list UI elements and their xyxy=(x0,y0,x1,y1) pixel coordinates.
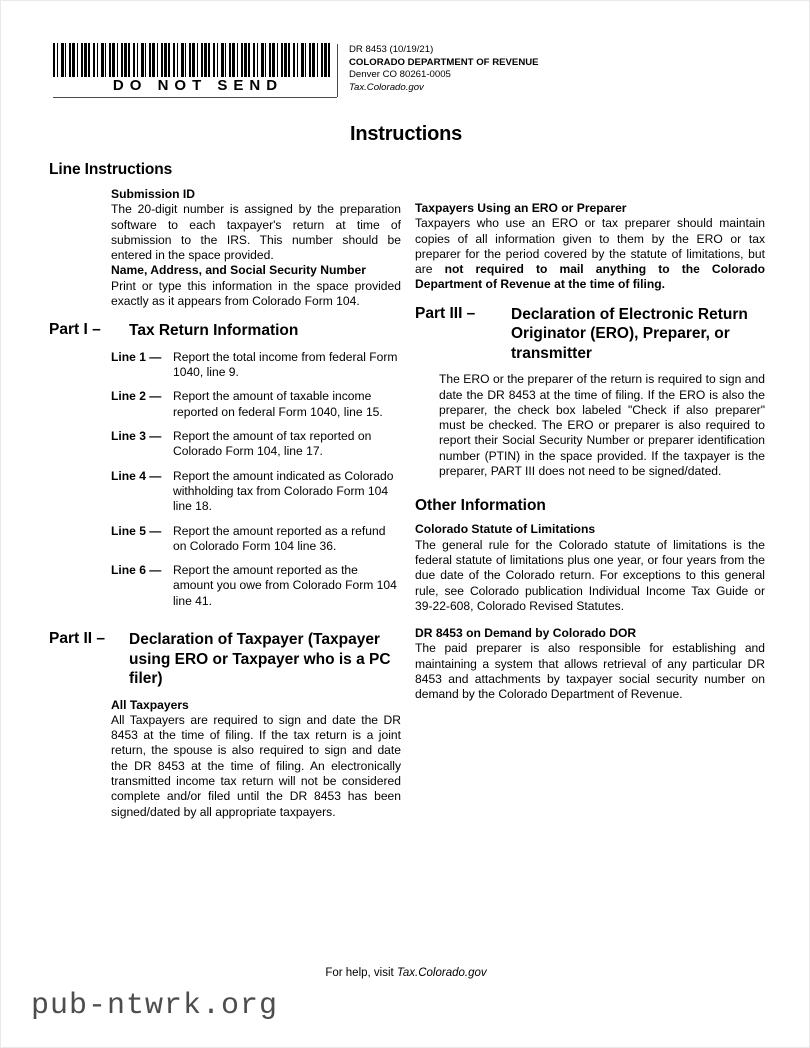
all-taxpayers-block xyxy=(111,698,401,820)
part-iii-heading xyxy=(415,305,765,364)
agency-name: COLORADO DEPARTMENT OF REVENUE xyxy=(349,56,539,68)
header-horizontal-rule xyxy=(53,97,337,98)
footer-help-link[interactable]: Tax.Colorado.gov xyxy=(396,967,487,979)
ero-preparer-body-emphasis: not required to mail anything to the Colorado Department of Revenue at the time of filing. xyxy=(415,262,766,292)
line-5-label: Line 5 — xyxy=(111,523,162,538)
line-2-label: Line 2 — xyxy=(111,389,162,404)
part-i-lines xyxy=(111,350,401,609)
submission-id-block xyxy=(111,187,401,309)
part-i-heading xyxy=(49,321,401,341)
on-demand-body: The paid preparer is also responsible for establishing and maintaining a system that allows retrieval of any particular DR 8453 and attachments by taxpayer social security number on demand by the Colorado Department of Revenue. xyxy=(415,641,765,702)
line-item xyxy=(111,429,401,460)
line-4-text: Report the amount indicated as Colorado withholding tax from Colorado Form 104 line 18. xyxy=(173,468,394,514)
line-1-label: Line 1 — xyxy=(111,349,162,364)
page-footer xyxy=(1,967,810,979)
line-6-text: Report the amount reported as the amount you owe from Colorado Form 104 line 41. xyxy=(173,563,397,608)
barcode-image xyxy=(53,43,333,77)
watermark: pub-ntwrk.org xyxy=(31,989,279,1023)
line-item xyxy=(111,524,401,555)
page-title: Instructions xyxy=(349,123,463,145)
spacer xyxy=(415,614,765,626)
left-column xyxy=(49,161,401,820)
line-1-text: Report the total income from federal Form 1040, line 9. xyxy=(173,349,398,380)
line-item xyxy=(111,350,401,381)
header-vertical-divider xyxy=(337,44,338,97)
footer-help-text: For help, visit xyxy=(325,967,397,979)
other-information-heading: Other Information xyxy=(415,497,546,515)
agency-info-block xyxy=(349,44,579,94)
right-column xyxy=(415,201,765,703)
spacer xyxy=(415,363,765,372)
part-iii-label: Part III – xyxy=(415,304,476,322)
line-5-text: Report the amount reported as a refund on Colorado Form 104 line 36. xyxy=(173,523,386,553)
line-2-text: Report the amount of taxable income reported on federal Form 1040, line 15. xyxy=(173,389,383,419)
part-ii-title: Declaration of Taxpayer (Taxpayer using ERO or Taxpayer who is a PC filer) xyxy=(129,631,391,688)
spacer xyxy=(49,309,401,321)
ero-preparer-block xyxy=(415,201,765,293)
line-4-label: Line 4 — xyxy=(111,468,162,483)
all-taxpayers-heading: All Taxpayers xyxy=(111,697,189,712)
submission-id-heading: Submission ID xyxy=(111,187,195,201)
line-instructions-heading: Line Instructions xyxy=(49,161,173,178)
on-demand-heading: DR 8453 on Demand by Colorado DOR xyxy=(415,626,637,641)
line-item xyxy=(111,563,401,609)
name-address-ssn-body: Print or type this information in the space provided exactly as it appears from Colorado Form 104. xyxy=(111,278,401,309)
form-number: DR 8453 (10/19/21) xyxy=(349,44,434,55)
line-item xyxy=(111,389,401,420)
line-6-label: Line 6 — xyxy=(111,563,162,578)
ero-preparer-body-text: Taxpayers who use an ERO or tax preparer should maintain copies of all information given to them by the ERO or tax preparer for the period covered by the statute of limitations, but are xyxy=(415,216,765,277)
part-iii-body-block xyxy=(439,372,765,479)
ero-preparer-body xyxy=(415,216,765,292)
statute-body: The general rule for the Colorado statute of limitations is the federal statute of limitations plus one year, or four years from the due date of the Colorado return. For exceptions to this general rule, see Colorado publication Individual Income Tax Guide or 39-22-608, Colorado Revised Statutes. xyxy=(415,537,765,613)
spacer xyxy=(415,293,765,305)
part-iii-title: Declaration of Electronic Return Originator (ERO), Preparer, or transmitter xyxy=(511,305,748,362)
part-i-title: Tax Return Information xyxy=(129,322,299,340)
statute-heading: Colorado Statute of Limitations xyxy=(415,522,596,537)
statute-of-limitations-block xyxy=(415,522,765,614)
on-demand-block xyxy=(415,626,765,702)
part-ii-heading xyxy=(49,630,401,689)
name-address-ssn-heading: Name, Address, and Social Security Number xyxy=(111,263,366,278)
spacer xyxy=(49,689,401,698)
agency-address: Denver CO 80261-0005 xyxy=(349,69,451,81)
ero-preparer-heading: Taxpayers Using an ERO or Preparer xyxy=(415,201,627,215)
do-not-send-label: DO NOT SEND xyxy=(112,77,284,94)
spacer xyxy=(49,618,401,630)
line-3-label: Line 3 — xyxy=(111,429,162,444)
document-header xyxy=(53,43,553,101)
part-iii-body: The ERO or the preparer of the return is required to sign and date the DR 8453 at the time of filing. If the ERO is also the preparer, the check box labeled "Check if also preparer" must be checked. The ERO or preparer is also required to report their Social Security Number or preparer identification number (PTIN) in the space provided. If the taxpayer is the preparer, PART III does not need to be signed/dated. xyxy=(439,372,765,479)
part-i-label: Part I – xyxy=(49,321,101,339)
all-taxpayers-body: All Taxpayers are required to sign and date the DR 8453 at the time of filing. If the tax return is a joint return, the spouse is also required to sign and date the DR 8453 at the time of filing. An electronically transmitted income tax return will not be considered complete and/or filed until the DR 8453 has been signed/dated by all appropriate taxpayers. xyxy=(111,712,401,819)
submission-id-body: The 20-digit number is assigned by the preparation software to each taxpayer's return at time of submission to the IRS. This number should be entered in the space provided. xyxy=(111,202,401,263)
line-item xyxy=(111,469,401,515)
line-3-text: Report the amount of tax reported on Colorado Form 104, line 17. xyxy=(173,429,372,459)
spacer xyxy=(49,341,401,350)
part-ii-label: Part II – xyxy=(49,630,105,648)
agency-website: Tax.Colorado.gov xyxy=(349,81,424,93)
barcode-block xyxy=(53,43,337,95)
